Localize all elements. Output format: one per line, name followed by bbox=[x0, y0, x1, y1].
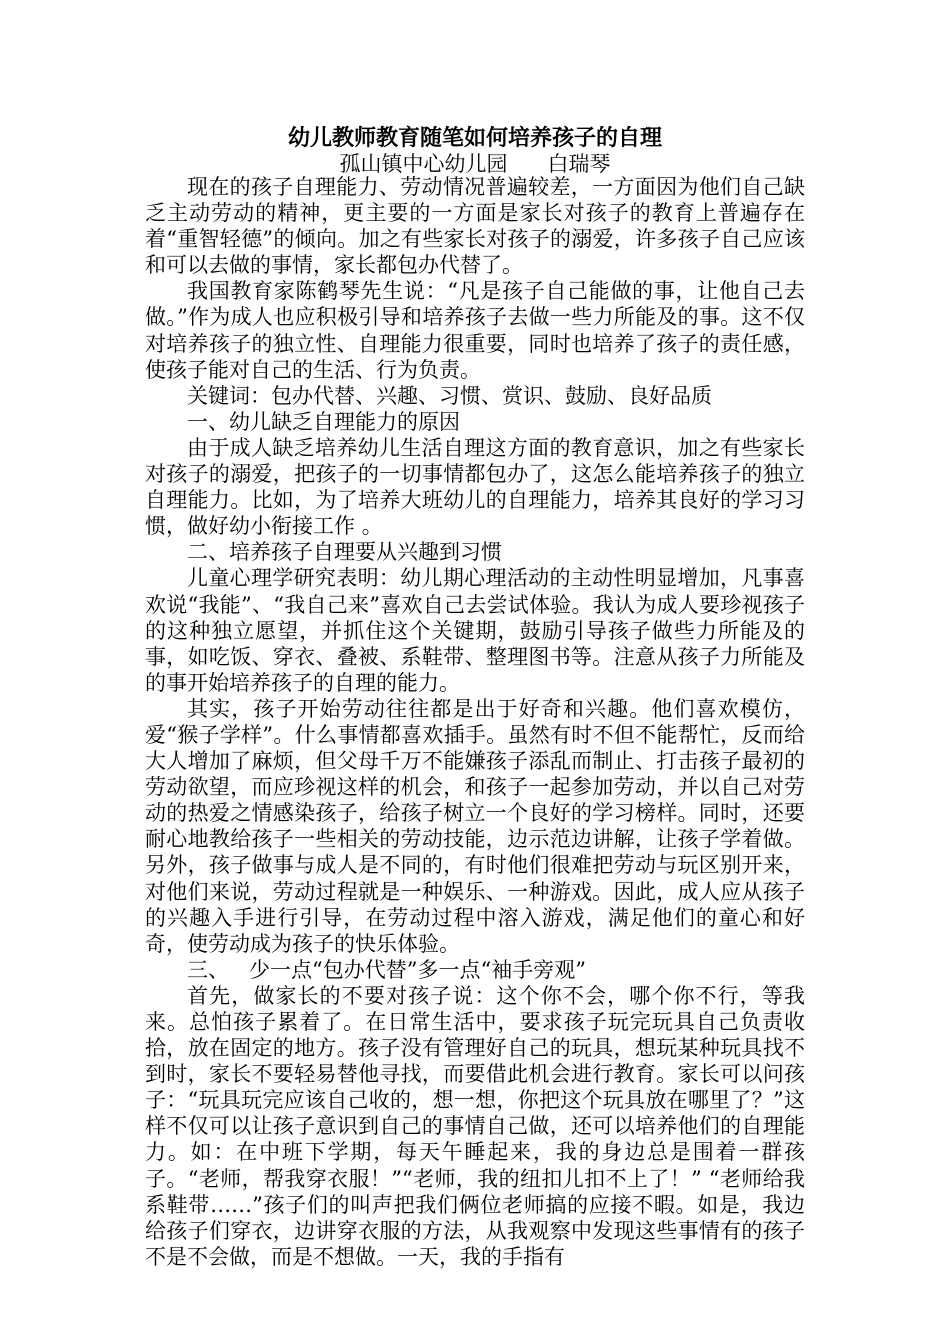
document-body bbox=[145, 174, 805, 1270]
author-line: 孤山镇中心幼儿园 白瑞琴 bbox=[339, 152, 611, 176]
paragraph: 首先，做家长的不要对孩子说：这个你不会，哪个你不行，等我来。总怕孩子累着了。在日常生活中，要求孩子玩完玩具自己负责收拾，放在固定的地方。孩子没有管理好自己的玩具，想玩某种玩具找不到时，家长不要轻易替他寻找，而要借此机会进行教育。家长可以问孩子：“玩具玩完应该自己收的，想一想，你把这个玩具放在哪里了？”这样不仅可以让孩子意识到自己的事情自己做，还可以培养他们的自理能力。如：在中班下学期，每天午睡起来，我的身边总是围着一群孩子。“老师，帮我穿衣服！”“老师，我的纽扣儿扣不上了！” “老师给我系鞋带……”孩子们的叫声把我们俩位老师搞的应接不暇。如是，我边给孩子们穿衣，边讲穿衣服的方法，从我观察中发现这些事情有的孩子不是不会做，而是不想做。一天，我的手指有 bbox=[145, 983, 805, 1269]
paragraph: 现在的孩子自理能力、劳动情况普遍较差，一方面因为他们自己缺乏主动劳动的精神，更主要的一方面是家长对孩子的教育上普遍存在着“重智轻德”的倾向。加之有些家长对孩子的溺爱，许多孩子自己应该和可以去做的事情，家长都包办代替了。 bbox=[145, 175, 805, 278]
paragraph: 儿童心理学研究表明：幼儿期心理活动的主动性明显增加，凡事喜欢说“我能”、“我自己来”喜欢自己去尝试体验。我认为成人要珍视孩子的这种独立愿望，并抓住这个关键期，鼓励引导孩子做些力所能及的事，如吃饭、穿衣、叠被、系鞋带、整理图书等。注意从孩子力所能及的事开始培养孩子的自理的能力。 bbox=[145, 566, 805, 695]
paragraph: 我国教育家陈鹤琴先生说：“凡是孩子自己能做的事，让他自己去做。”作为成人也应积极引导和培养孩子去做一些力所能及的事。这不仅对培养孩子的独立性、自理能力很重要，同时也培养了孩子的责任感，使孩子能对自己的生活、行为负责。 bbox=[145, 279, 805, 382]
keywords-line: 关键词：包办代替、兴趣、习惯、赏识、鼓励、良好品质 bbox=[187, 383, 712, 408]
section-heading: 三、 少一点“包办代替”多一点“袖手旁观” bbox=[187, 957, 586, 982]
section-heading: 一、幼儿缺乏自理能力的原因 bbox=[187, 409, 460, 434]
document-title: 幼儿教师教育随笔如何培养孩子的自理 bbox=[287, 125, 662, 151]
paragraph: 其实，孩子开始劳动往往都是出于好奇和兴趣。他们喜欢模仿，爱“猴子学样”。什么事情都喜欢插手。虽然有时不但不能帮忙，反而给大人增加了麻烦，但父母千万不能嫌孩子添乱而制止、打击孩子最初的劳动欲望，而应珍视这样的机会，和孩子一起参加劳动，并以自己对劳动的热爱之情感染孩子，给孩子树立一个良好的学习榜样。同时，还要耐心地教给孩子一些相关的劳动技能，边示范边讲解，让孩子学着做。另外，孩子做事与成人是不同的，有时他们很难把劳动与玩区别开来，对他们来说，劳动过程就是一种娱乐、一种游戏。因此，成人应从孩子的兴趣入手进行引导，在劳动过程中溶入游戏，满足他们的童心和好奇，使劳动成为孩子的快乐体验。 bbox=[145, 696, 805, 956]
section-heading: 二、培养孩子自理要从兴趣到习惯 bbox=[187, 540, 502, 565]
paragraph: 由于成人缺乏培养幼儿生活自理这方面的教育意识，加之有些家长对孩子的溺爱，把孩子的一切事情都包办了，这怎么能培养孩子的独立自理能力。比如，为了培养大班幼儿的自理能力，培养其良好的学习习惯，做好幼小衔接工作 。 bbox=[145, 435, 805, 539]
